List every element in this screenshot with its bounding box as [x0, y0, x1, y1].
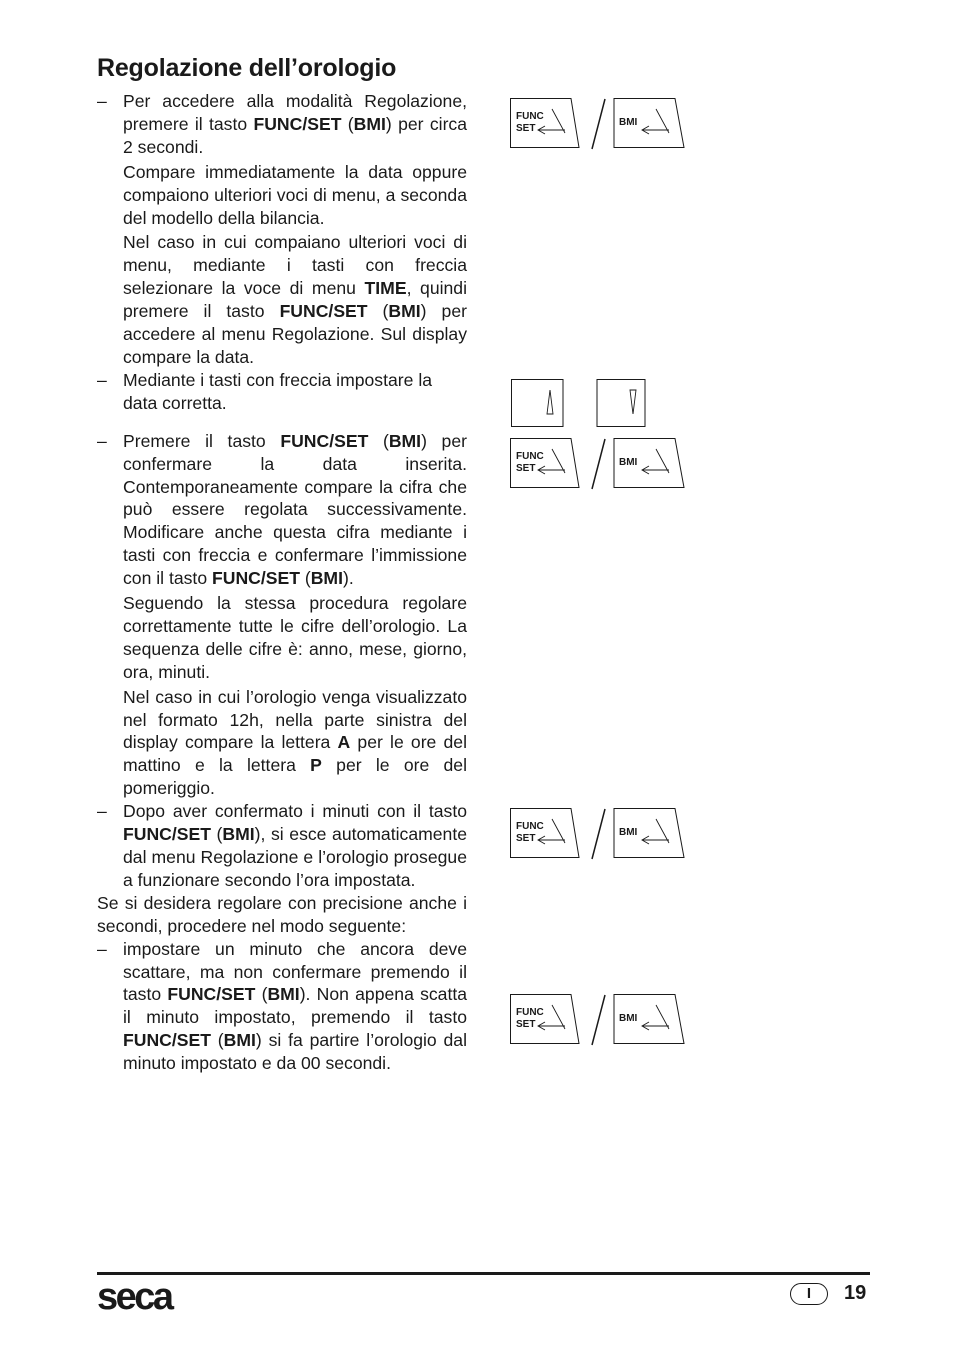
paragraph: impostare un minuto che ancora deve scattare, ma non confermare premendo il tasto FUNC/SET (BMI). Non appena scatta il minuto impostato, premendo il tasto FUNC/SET (BMI) si fa partire l’orologio dal minuto impostato e da 00 secondi. [123, 938, 468, 1074]
key-illustration-func-bmi [509, 437, 685, 491]
paragraph: Nel caso in cui l’orologio venga visualizzato nel formato 12h, nella parte sinistra del display compare la lettera A per le ore del mattino e la lettera P per le ore del pomeriggio. [123, 686, 467, 799]
paragraph: Mediante i tasti con freccia impostare la data corretta. [123, 369, 433, 413]
paragraph: Compare immediatamente la data oppure compaiono ulteriori voci di menu, a seconda del modello della bilancia. [123, 161, 467, 228]
step-item-2 [97, 369, 467, 415]
step-item-5 [97, 938, 467, 1075]
svg-text:SET: SET [516, 833, 536, 844]
bullet-dash: – [97, 430, 107, 451]
svg-text:FUNC: FUNC [516, 451, 544, 462]
bullet-dash: – [97, 91, 107, 111]
footer-divider [97, 1272, 870, 1275]
svg-text:BMI: BMI [619, 1013, 638, 1024]
svg-text:BMI: BMI [619, 827, 638, 838]
instructions-column [97, 90, 467, 1075]
key-illustration-func-bmi [509, 993, 685, 1047]
paragraph: Seguendo la stessa procedura regolare correttamente tutte le cifre dell’orologio. La sequenza delle cifre è: anno, mese, giorno, ora, minuti. [123, 593, 467, 682]
separator-slash [592, 439, 605, 489]
page-title: Regolazione dell’orologio [97, 54, 397, 82]
key-illustration-func-bmi [509, 807, 685, 861]
step-item-3 [97, 430, 467, 801]
arrow-keys-illustration [510, 378, 650, 430]
page-number: 19 [844, 1282, 867, 1304]
paragraph: Nel caso in cui compaiano ulteriori voci di menu, mediante i tasti con freccia selezionare la voce di menu TIME, quindi premere il tasto FUNC/SET (BMI) per accedere al menu Regolazione. Sul display compare la data. [123, 232, 468, 367]
bullet-dash: – [97, 801, 107, 822]
language-badge: I [790, 1283, 828, 1305]
svg-text:FUNC: FUNC [516, 111, 544, 122]
separator-slash [592, 995, 605, 1045]
step-item-4 [97, 800, 467, 892]
separator-slash [592, 99, 605, 149]
svg-text:SET: SET [516, 123, 536, 134]
svg-text:FUNC: FUNC [516, 1007, 544, 1018]
svg-text:SET: SET [516, 1019, 536, 1030]
svg-text:BMI: BMI [619, 117, 638, 128]
arrow-down-key-icon [597, 380, 645, 427]
seca-logo: seca [97, 1276, 172, 1318]
arrow-up-key-icon [512, 380, 564, 427]
paragraph: Premere il tasto FUNC/SET (BMI) per confermare la data inserita. Contemporaneamente compare la cifra che può essere regolata successivamente. Modificare anche questa cifra mediante i tasti con freccia e confermare l’immissione con il tasto FUNC/SET (BMI). [123, 430, 467, 589]
step-item-1 [97, 90, 467, 369]
svg-text:BMI: BMI [619, 457, 638, 468]
bullet-dash: – [97, 938, 107, 959]
key-illustration-func-bmi [509, 97, 685, 151]
paragraph: Dopo aver confermato i minuti con il tasto FUNC/SET (BMI), si esce automaticamente dal menu Regolazione e l’orologio prosegue a funzionare secondo l’ora impostata. [123, 801, 467, 890]
paragraph: Per accedere alla modalità Regolazione, premere il tasto FUNC/SET (BMI) per circa 2 secondi. [123, 91, 468, 157]
svg-text:FUNC: FUNC [516, 821, 544, 832]
bullet-dash: – [97, 369, 107, 390]
separator-slash [592, 809, 605, 859]
svg-text:SET: SET [516, 463, 536, 474]
paragraph: Se si desidera regolare con precisione anche i secondi, procedere nel modo seguente: [97, 892, 467, 936]
